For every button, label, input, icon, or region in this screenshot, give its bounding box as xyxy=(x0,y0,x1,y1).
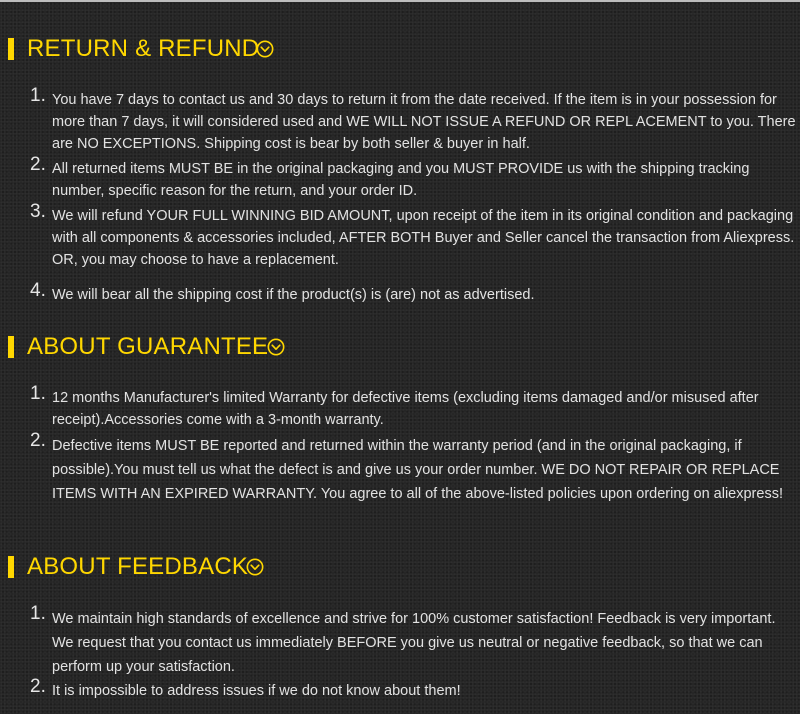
list-item-number: 4. xyxy=(30,280,46,301)
section-title-about-feedback: ABOUT FEEDBACK xyxy=(27,553,249,580)
list-item-text: You have 7 days to contact us and 30 days to return it from the date received. If the item is in your possession for more than 7 days, it will considered used and WE WILL NOT ISSUE A REFUND OR REPL ACEMENT to you. There are NO EXCEPTIONS. Shipping cost is bear by both seller & buyer in half. xyxy=(52,92,796,152)
list-item-text: We will bear all the shipping cost if the product(s) is (are) not as advertised. xyxy=(52,287,535,303)
top-divider xyxy=(0,0,800,2)
list-item-text: 12 months Manufacturer's limited Warranty for defective items (excluding items damaged and/or misused after receipt).Accessories come with a 3-month warranty. xyxy=(52,390,759,428)
section-accent-bar xyxy=(8,556,14,578)
list-item-number: 2. xyxy=(30,154,46,175)
list-item-number: 2. xyxy=(30,430,46,451)
list-item-number: 2. xyxy=(30,676,46,697)
list-item-number: 3. xyxy=(30,201,46,222)
list-item-number: 1. xyxy=(30,383,46,404)
list-item-text: It is impossible to address issues if we do not know about them! xyxy=(52,683,461,699)
section-accent-bar xyxy=(8,336,14,358)
list-item-text: All returned items MUST BE in the original packaging and you MUST PROVIDE us with the shipping tracking number, specific reason for the return, and your order ID. xyxy=(52,161,750,199)
section-title-return-refund: RETURN & REFUND xyxy=(27,35,260,62)
chevron-down-circle-icon xyxy=(267,338,285,356)
section-title-about-guarantee: ABOUT GUARANTEE xyxy=(27,333,269,360)
chevron-down-circle-icon xyxy=(256,40,274,58)
chevron-down-circle-icon xyxy=(246,558,264,576)
list-item-text: We will refund YOUR FULL WINNING BID AMOUNT, upon receipt of the item in its original condition and packaging with all components & accessories included, AFTER BOTH Buyer and Seller cancel the transaction from Aliexpress. OR, you may choose to have a replacement. xyxy=(52,208,795,268)
list-item-text: Defective items MUST BE reported and returned within the warranty period (and in the original packaging, if possible).You must tell us what the defect is and give us your order number. WE DO NOT REPAIR OR REPLACE ITEMS WITH AN EXPIRED WARRANTY. You agree to all of the above-listed policies upon ordering on aliexpress! xyxy=(52,438,783,502)
list-item-number: 1. xyxy=(30,85,46,106)
list-item-text: We maintain high standards of excellence and strive for 100% customer satisfaction! Feedback is very important. We request that you contact us immediately BEFORE you give us neutral or negative feedback, so that we can perform up your satisfaction. xyxy=(52,611,776,675)
list-item-number: 1. xyxy=(30,603,46,624)
section-accent-bar xyxy=(8,38,14,60)
